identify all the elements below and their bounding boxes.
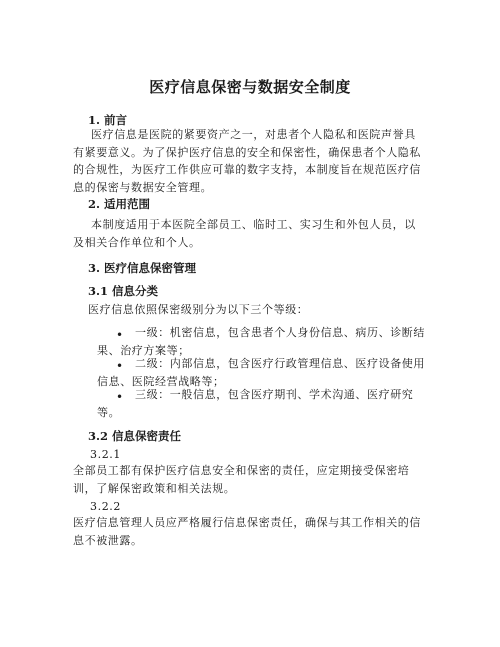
level-1-item: 一级：机密信息，包含患者个人身份信息、病历、诊断结果、治疗方案等； <box>97 326 425 357</box>
clause-3-2-1-number: 3.2.1 <box>90 448 121 461</box>
section-2-heading: 2. 适用范围 <box>88 197 151 211</box>
level-2-item: 二级：内部信息，包含医疗行政管理信息、医疗设备使用信息、医院经营战略等； <box>97 357 425 388</box>
section-3-2-heading: 3.2 信息保密责任 <box>88 429 182 443</box>
clause-3-2-2-text: 医疗信息管理人员应严格履行信息保密责任，确保与其工作相关的信息不被泄露。 <box>73 516 421 547</box>
bullet-icon: • <box>116 390 124 404</box>
section-1-heading: 1. 前言 <box>88 113 128 127</box>
classification-intro: 医疗信息依照保密级别分为以下三个等级： <box>88 303 309 316</box>
clause-3-2-1-text: 全部员工都有保护医疗信息安全和保密的责任，应定期接受保密培训，了解保密政策和相关法规。 <box>73 464 410 495</box>
bullet-icon: • <box>116 328 124 342</box>
section-2-paragraph: 本制度适用于本医院全部员工、临时工、实习生和外包人员，以及相关合作单位和个人。 <box>73 218 416 249</box>
section-3-1-heading: 3.1 信息分类 <box>88 284 159 298</box>
section-1-paragraph: 医疗信息是医院的紧要资产之一，对患者个人隐私和医院声誉具有紧要意义。为了保护医疗信息的安全和保密性，确保患者个人隐私的合规性，为医疗工作供应可靠的数字支持，本制度旨在规范医疗信息的保密与数据安全管理。 <box>73 128 421 194</box>
clause-3-2-2-number: 3.2.2 <box>90 500 121 513</box>
section-3-heading: 3. 医疗信息保密管理 <box>88 261 197 275</box>
level-3-item: 三级：一般信息，包含医疗期刊、学术沟通、医疗研究等。 <box>97 388 414 419</box>
document-title: 医疗信息保密与数据安全制度 <box>149 78 351 96</box>
bullet-icon: • <box>116 359 124 373</box>
